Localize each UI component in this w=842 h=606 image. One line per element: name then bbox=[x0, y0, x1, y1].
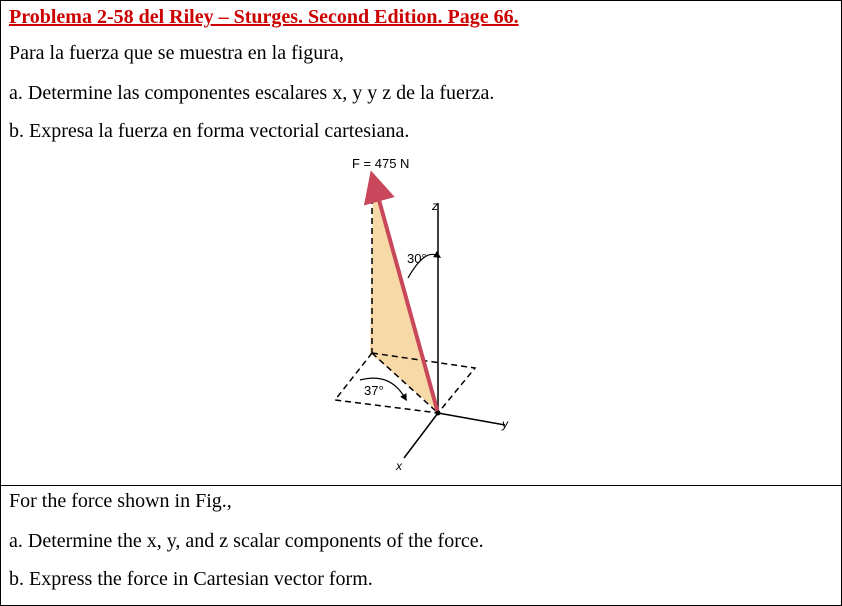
english-part-b: b. Express the force in Cartesian vector form. bbox=[9, 568, 373, 590]
y-axis-line bbox=[438, 413, 505, 425]
spanish-intro: Para la fuerza que se muestra en la figura, bbox=[9, 42, 344, 64]
section-divider bbox=[0, 485, 842, 486]
angle-30-label: 30° bbox=[407, 251, 427, 266]
force-figure bbox=[320, 148, 540, 483]
origin-point bbox=[436, 411, 441, 416]
spanish-part-a: a. Determine las componentes escalares x, y y z de la fuerza. bbox=[9, 82, 495, 104]
y-axis-label: y bbox=[502, 417, 508, 431]
spanish-part-b: b. Expresa la fuerza en forma vectorial cartesiana. bbox=[9, 120, 410, 142]
z-axis-label: z bbox=[432, 199, 438, 213]
x-axis-line bbox=[404, 413, 438, 458]
force-label: F = 475 N bbox=[352, 156, 410, 171]
english-part-a: a. Determine the x, y, and z scalar components of the force. bbox=[9, 530, 484, 552]
x-axis-label: x bbox=[396, 459, 402, 473]
angle-37-label: 37° bbox=[364, 383, 384, 398]
problem-title: Problema 2-58 del Riley – Sturges. Second Edition. Page 66. bbox=[9, 6, 519, 28]
english-intro: For the force shown in Fig., bbox=[9, 490, 232, 512]
